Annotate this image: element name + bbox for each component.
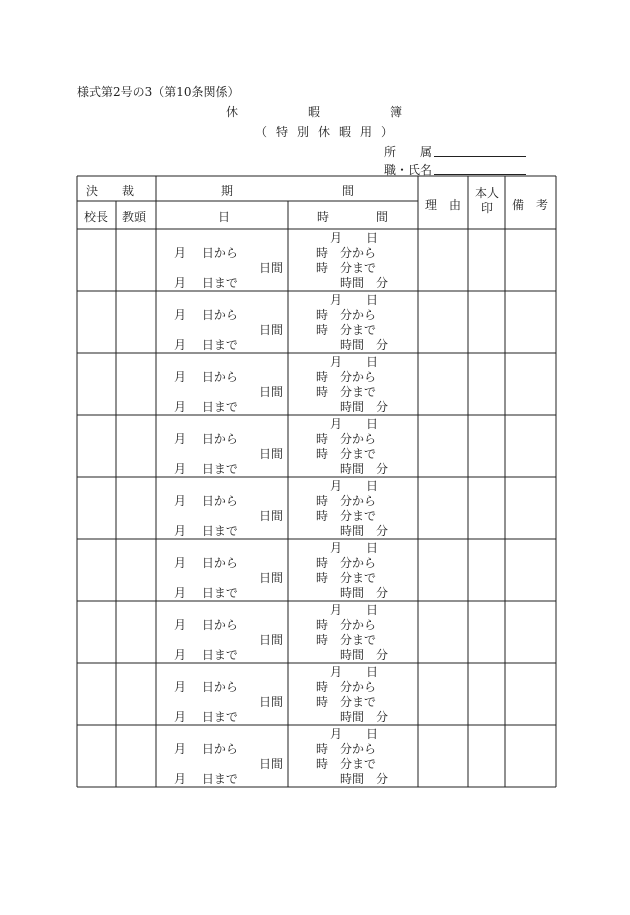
row-day-from: 月 日から (174, 494, 238, 508)
row-hours: 時間 分 (340, 338, 389, 352)
row-hours: 時間 分 (340, 710, 389, 724)
row-time-date: 月 日 (330, 603, 379, 617)
row-days: 日間 (259, 261, 284, 275)
row-days: 日間 (259, 695, 284, 709)
row-time-from: 時 分から (316, 432, 377, 446)
row-day-from: 月 日から (174, 742, 238, 756)
row-day-to: 月 日まで (174, 338, 238, 352)
row-time-date: 月 日 (330, 231, 379, 245)
row-time-to: 時 分まで (316, 447, 377, 461)
row-day-to: 月 日まで (174, 710, 238, 724)
row-time-to: 時 分まで (316, 385, 377, 399)
row-day-from: 月 日から (174, 370, 238, 384)
row-time-date: 月 日 (330, 665, 379, 679)
row-day-from: 月 日から (174, 618, 238, 632)
row-time-date: 月 日 (330, 541, 379, 555)
header-remarks: 備 考 (512, 198, 549, 212)
row-time-date: 月 日 (330, 479, 379, 493)
header-principal: 校長 (84, 210, 109, 224)
row-hours: 時間 分 (340, 524, 389, 538)
header-period-right: 間 (342, 184, 355, 198)
title-char-1: 休 (226, 105, 239, 119)
row-hours: 時間 分 (340, 648, 389, 662)
row-time-date: 月 日 (330, 355, 379, 369)
row-time-to: 時 分まで (316, 571, 377, 585)
header-seal: 本人 印 (474, 186, 499, 215)
row-time-to: 時 分まで (316, 323, 377, 337)
row-day-to: 月 日まで (174, 462, 238, 476)
row-day-from: 月 日から (174, 556, 238, 570)
row-days: 日間 (259, 385, 284, 399)
row-time-from: 時 分から (316, 680, 377, 694)
row-day-from: 月 日から (174, 432, 238, 446)
row-time-from: 時 分から (316, 370, 377, 384)
page-subtitle: （特別休暇用） (255, 125, 403, 139)
row-time-to: 時 分まで (316, 757, 377, 771)
header-time-left: 時 (317, 210, 330, 224)
row-days: 日間 (259, 571, 284, 585)
form-number: 様式第2号の3（第10条関係） (77, 85, 240, 99)
row-day-to: 月 日まで (174, 648, 238, 662)
row-day-from: 月 日から (174, 246, 238, 260)
header-time-right: 間 (376, 210, 389, 224)
header-vice-principal: 教頭 (122, 210, 147, 224)
row-day-to: 月 日まで (174, 400, 238, 414)
row-days: 日間 (259, 447, 284, 461)
row-time-to: 時 分まで (316, 509, 377, 523)
row-time-from: 時 分から (316, 494, 377, 508)
row-hours: 時間 分 (340, 586, 389, 600)
header-day: 日 (218, 210, 231, 224)
row-days: 日間 (259, 509, 284, 523)
title-char-3: 簿 (390, 105, 403, 119)
row-time-to: 時 分まで (316, 695, 377, 709)
row-time-date: 月 日 (330, 727, 379, 741)
row-hours: 時間 分 (340, 772, 389, 786)
row-time-from: 時 分から (316, 618, 377, 632)
row-days: 日間 (259, 323, 284, 337)
row-time-from: 時 分から (316, 308, 377, 322)
row-days: 日間 (259, 633, 284, 647)
row-day-to: 月 日まで (174, 276, 238, 290)
header-reason: 理 由 (425, 198, 462, 212)
title-char-2: 暇 (308, 105, 321, 119)
row-time-to: 時 分まで (316, 261, 377, 275)
row-day-to: 月 日まで (174, 524, 238, 538)
row-time-to: 時 分まで (316, 633, 377, 647)
name-label: 職・氏名 (384, 163, 433, 177)
header-approval: 決 裁 (86, 184, 135, 198)
row-time-from: 時 分から (316, 556, 377, 570)
row-day-to: 月 日まで (174, 772, 238, 786)
row-time-date: 月 日 (330, 417, 379, 431)
row-day-from: 月 日から (174, 680, 238, 694)
row-day-to: 月 日まで (174, 586, 238, 600)
row-day-from: 月 日から (174, 308, 238, 322)
affiliation-label: 所 属 (384, 145, 433, 159)
row-days: 日間 (259, 757, 284, 771)
row-time-from: 時 分から (316, 246, 377, 260)
header-period-left: 期 (221, 184, 234, 198)
row-time-from: 時 分から (316, 742, 377, 756)
row-hours: 時間 分 (340, 276, 389, 290)
row-hours: 時間 分 (340, 400, 389, 414)
row-hours: 時間 分 (340, 462, 389, 476)
row-time-date: 月 日 (330, 293, 379, 307)
